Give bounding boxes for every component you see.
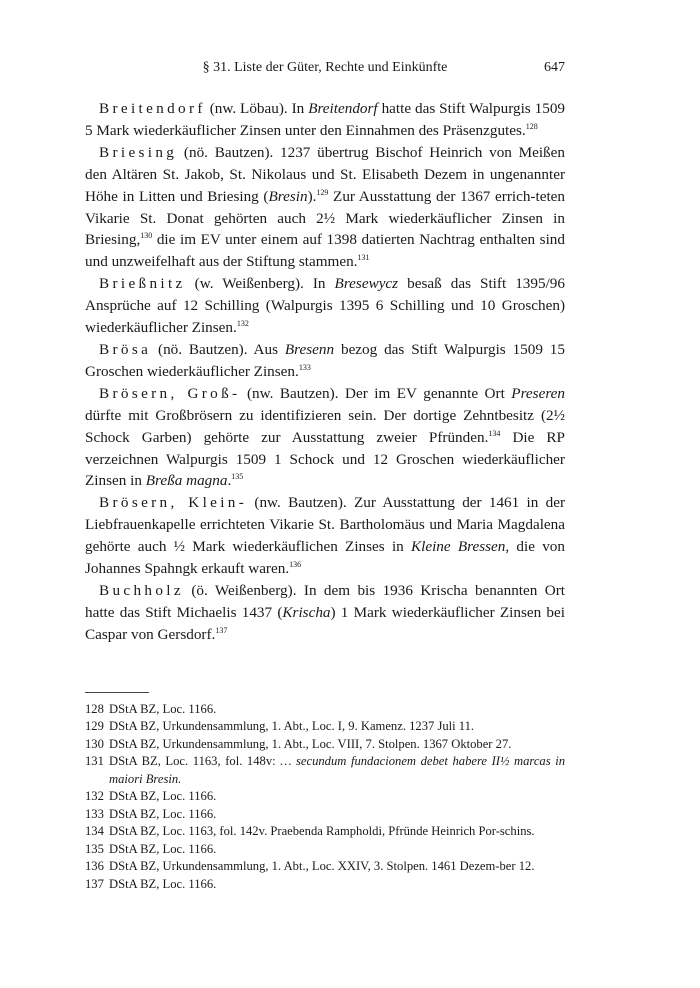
place-name: Brösern, Groß- xyxy=(99,384,241,402)
footnote-number: 132 xyxy=(85,789,104,804)
entry-text: bezog das Stift Walpurgis 1509 15 Groschen wiederkäuflicher Zinsen. xyxy=(85,340,565,380)
main-text xyxy=(85,98,565,646)
entry-text: ). xyxy=(307,187,317,205)
entry-paragraph xyxy=(85,580,565,646)
footnote-number: 128 xyxy=(85,701,104,716)
footnote-text: DStA BZ, Loc. 1163, fol. 142v. Praebenda Rampholdi, Pfründe Heinrich Por-schins. xyxy=(109,824,535,839)
footnote-ref[interactable]: 134 xyxy=(488,428,501,438)
footnote-number: 131 xyxy=(85,754,104,769)
footnote-text-wrapper xyxy=(109,753,565,788)
historical-place-name: Krischa xyxy=(282,603,331,621)
footnote-ref[interactable]: 128 xyxy=(525,121,538,131)
entry-text: besaß das Stift 1395/96 Ansprüche auf 12 Schilling (Walpurgis 1395 6 Schilling und 10 Groschen) wiederkäuflicher Zinsen. xyxy=(85,275,565,337)
place-name: Brösern, Klein- xyxy=(99,494,248,512)
historical-place-name: Breitendorf xyxy=(308,100,378,117)
entry-text: die im EV unter einem auf 1398 datierten Nachtrag enthalten sind und unzweifelhaft aus der Stiftung stammen. xyxy=(85,231,565,271)
footnote-text: DStA BZ, Loc. 1166. xyxy=(109,806,217,821)
footnote-number: 134 xyxy=(85,824,104,839)
footnote-text: DStA BZ, Loc. 1166. xyxy=(109,841,217,856)
footnote-text: DStA BZ, Urkundensammlung, 1. Abt., Loc. I, 9. Kamenz. 1237 Juli 11. xyxy=(109,719,475,734)
historical-place-name: Bresenn xyxy=(284,340,335,358)
entry-text: (w. Weißenberg). In xyxy=(185,275,335,293)
footnote xyxy=(85,788,565,806)
footnote-ref[interactable]: 132 xyxy=(236,319,249,329)
footnote-ref[interactable]: 133 xyxy=(298,362,311,372)
entry-text: (nw. Löbau). In xyxy=(205,100,309,117)
entry-text: Die RP verzeichnen Walpurgis 1509 1 Schock und 12 Groschen wiederkäuflicher Zinsen in xyxy=(85,428,566,490)
entry-paragraph xyxy=(85,492,565,580)
footnote xyxy=(85,753,565,788)
footnote-number: 130 xyxy=(85,736,104,751)
entry-paragraph xyxy=(85,383,565,493)
entry-text: (nw. Bautzen). Der im EV genannte Ort xyxy=(240,384,512,402)
entry-text: ) 1 Mark wiederkäuflicher Zinsen bei Caspar von Gersdorf. xyxy=(85,603,565,643)
footnote-ref[interactable]: 131 xyxy=(357,253,370,263)
place-name: Briesing xyxy=(99,143,178,161)
footnote-text: DStA BZ, Loc. 1166. xyxy=(109,789,217,804)
footnote xyxy=(85,823,565,841)
entry-paragraph xyxy=(85,339,565,383)
running-head-title: § 31. Liste der Güter, Rechte und Einkünfte xyxy=(202,60,448,75)
footnote-text: DStA BZ, Loc. 1166. xyxy=(109,701,217,716)
entry-text: (ö. Weißenberg). In dem bis 1936 Krischa benannten Ort hatte das Stift Michaelis 1437 ( xyxy=(85,581,565,621)
entry-text: , die von Johannes Spahngk erkauft waren. xyxy=(85,538,565,578)
footnote-number: 133 xyxy=(85,806,104,821)
footnote-ref[interactable]: 130 xyxy=(140,231,153,241)
historical-place-name: Breßa magna xyxy=(145,472,228,490)
footnote xyxy=(85,876,565,894)
footnote-number: 135 xyxy=(85,841,104,856)
historical-place-name: Preseren xyxy=(511,384,565,402)
place-name: Brösa xyxy=(99,340,152,358)
footnote xyxy=(85,736,565,754)
entry-paragraph xyxy=(85,98,565,142)
footnote xyxy=(85,858,565,876)
historical-place-name: Kleine Bressen xyxy=(411,538,506,556)
footnote xyxy=(85,718,565,736)
footnote xyxy=(85,841,565,859)
page-number: 647 xyxy=(544,60,565,75)
place-name: Brießnitz xyxy=(99,275,186,293)
footnote-ref[interactable]: 137 xyxy=(215,625,228,635)
historical-place-name: Bresewycz xyxy=(334,275,399,293)
footnote-number: 129 xyxy=(85,719,104,734)
footnote xyxy=(85,701,565,719)
entry-text: Zur Ausstattung der 1367 errich-teten Vikarie St. Donat gehörten auch 2½ Mark wiederkäuflicher Zinsen in Briesing, xyxy=(85,187,565,249)
footnote-ref[interactable]: 135 xyxy=(231,472,244,482)
entry-text: (nö. Bautzen). Aus xyxy=(151,340,285,358)
footnotes xyxy=(85,701,565,894)
footnote-number: 136 xyxy=(85,859,104,874)
footnote-number: 137 xyxy=(85,876,104,891)
footnote-ref[interactable]: 136 xyxy=(289,560,302,570)
entry-text: hatte das Stift Walpurgis 1509 5 Mark wiederkäuflicher Zinsen unter den Einnahmen des Präsenzgutes. xyxy=(85,100,566,139)
entry-text: (nö. Bautzen). 1237 übertrug Bischof Heinrich von Meißen den Altären St. Jakob, St. Nikolaus und St. Elisabeth Dezem in ungenannter Höhe in Litten und Briesing ( xyxy=(85,143,565,205)
footnote-text: DStA BZ, Urkundensammlung, 1. Abt., Loc. VIII, 7. Stolpen. 1367 Oktober 27. xyxy=(109,736,512,751)
entry-text: (nw. Bautzen). Zur Ausstattung der 1461 in der Liebfrauenkapelle errichteten Vikarie St. Bartholomäus und Maria Magdalena gehörte auch ½ Mark wiederkäuflichen Zinses in xyxy=(85,494,566,556)
entry-paragraph xyxy=(85,273,565,339)
footnote xyxy=(85,806,565,824)
footnote-ref[interactable]: 129 xyxy=(316,187,329,197)
running-head xyxy=(85,60,565,84)
footnote-text: DStA BZ, Loc. 1163, fol. 148v: xyxy=(109,754,281,769)
footnote-text: DStA BZ, Loc. 1166. xyxy=(109,876,217,891)
entry-text: . xyxy=(227,472,232,490)
footnote-latin-quote: … secundum fundacionem debet habere II½ marcas in maiori Bresin. xyxy=(109,754,565,786)
entry-text: dürfte mit Großbrösern zu identifizieren sein. Der dortige Zehntbesitz (2½ Schock Garben) gehörte zur Ausstattung zweier Pfründen. xyxy=(85,406,565,446)
footnote-separator xyxy=(85,692,149,693)
footnote-text: DStA BZ, Urkundensammlung, 1. Abt., Loc. XXIV, 3. Stolpen. 1461 Dezem-ber 12. xyxy=(109,859,535,874)
historical-place-name: Bresin xyxy=(268,187,308,205)
place-name: Breitendorf xyxy=(99,100,206,117)
book-page xyxy=(85,60,565,893)
entry-paragraph xyxy=(85,142,565,273)
place-name: Buchholz xyxy=(99,581,184,599)
